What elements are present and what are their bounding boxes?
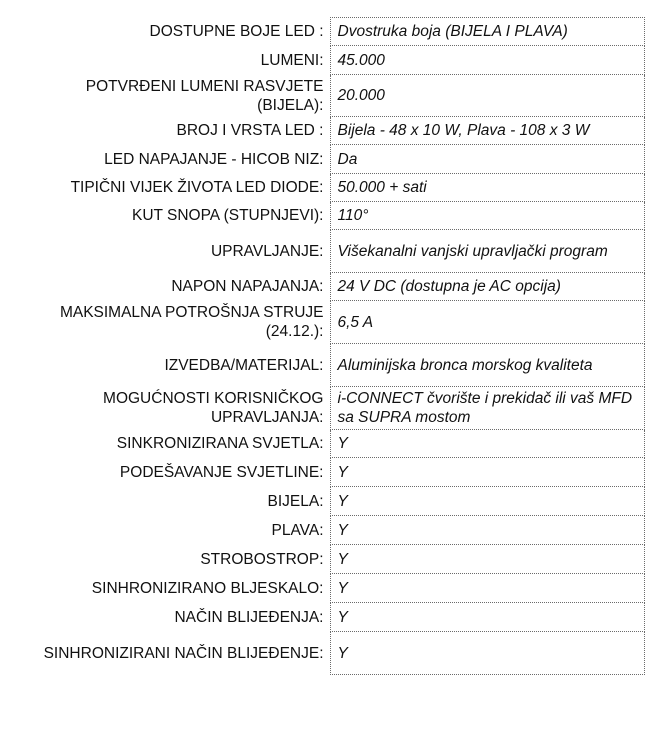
spec-label: POTVRĐENI LUMENI RASVJETE (BIJELA): <box>85 77 324 114</box>
spec-row-supply-voltage <box>30 273 644 301</box>
spec-label: PLAVA: <box>271 521 324 539</box>
spec-value: Da <box>330 145 644 174</box>
spec-value: Y <box>330 603 644 632</box>
spec-value: Y <box>330 430 644 458</box>
spec-row-led-count <box>30 117 644 145</box>
spec-value: Y <box>330 545 644 574</box>
spec-row-led-power <box>30 145 644 174</box>
spec-row-blue <box>30 516 644 545</box>
spec-table-body <box>30 18 644 675</box>
spec-label: BROJ I VRSTA LED : <box>176 122 324 139</box>
spec-row-white <box>30 487 644 516</box>
spec-label: UPRAVLJANJE: <box>210 242 324 260</box>
spec-row-synced-fade-mode <box>30 632 644 675</box>
spec-row-led-lifetime <box>30 174 644 202</box>
spec-row-material <box>30 344 644 387</box>
spec-value: Y <box>330 574 644 603</box>
spec-label: MOGUĆNOSTI KORISNIČKOG UPRAVLJANJA: <box>103 390 324 426</box>
spec-row-lumens <box>30 46 644 75</box>
spec-value: Aluminijska bronca morskog kvaliteta <box>330 344 644 387</box>
spec-label: SINHRONIZIRANO BLJESKALO: <box>91 579 324 597</box>
spec-value: 45.000 <box>330 46 644 75</box>
spec-label: PODEŠAVANJE SVJETLINE: <box>119 463 324 481</box>
spec-value: Y <box>330 487 644 516</box>
spec-value: 20.000 <box>330 75 644 117</box>
spec-label: LED NAPAJANJE - HICOB NIZ: <box>104 150 324 168</box>
spec-row-brightness <box>30 458 644 487</box>
spec-value: Bijela - 48 x 10 W, Plava - 108 x 3 W <box>330 117 644 145</box>
spec-row-control <box>30 230 644 273</box>
spec-label: NAČIN BLIJEĐENJA: <box>174 608 324 626</box>
spec-value: i-CONNECT čvorište i prekidač ili vaš MFD sa SUPRA mostom <box>330 387 644 430</box>
spec-row-user-control <box>30 387 644 430</box>
spec-row-synced-flasher <box>30 574 644 603</box>
spec-value: Dvostruka boja (BIJELA I PLAVA) <box>330 18 644 46</box>
spec-label: KUT SNOPA (STUPNJEVI): <box>132 207 324 224</box>
spec-label: NAPON NAPAJANJA: <box>171 278 324 295</box>
spec-row-strobe <box>30 545 644 574</box>
spec-value: 50.000 + sati <box>330 174 644 202</box>
spec-label: LUMENI: <box>260 51 324 69</box>
spec-row-max-current <box>30 301 644 344</box>
spec-value: 110° <box>330 202 644 230</box>
spec-label: IZVEDBA/MATERIJAL: <box>164 356 324 374</box>
spec-label: MAKSIMALNA POTROŠNJA STRUJE (24.12.): <box>59 304 324 340</box>
spec-label: BIJELA: <box>267 492 324 510</box>
spec-row-led-colors <box>30 18 644 46</box>
spec-label: SINKRONIZIRANA SVJETLA: <box>116 435 324 452</box>
spec-value: Y <box>330 632 644 675</box>
spec-row-fade-mode <box>30 603 644 632</box>
spec-value: Y <box>330 458 644 487</box>
spec-table <box>30 17 645 675</box>
spec-row-certified-lumens <box>30 75 644 117</box>
spec-label: DOSTUPNE BOJE LED : <box>149 23 324 40</box>
spec-value: 6,5 A <box>330 301 644 344</box>
spec-label: STROBOSTROP: <box>200 550 324 568</box>
spec-row-synced-lights <box>30 430 644 458</box>
spec-value: 24 V DC (dostupna je AC opcija) <box>330 273 644 301</box>
spec-label: TIPIČNI VIJEK ŽIVOTA LED DIODE: <box>70 179 324 196</box>
spec-value: Y <box>330 516 644 545</box>
spec-label: SINHRONIZIRANI NAČIN BLIJEĐENJE: <box>43 644 324 662</box>
spec-value: Višekanalni vanjski upravljački program <box>330 230 644 273</box>
spec-row-beam-angle <box>30 202 644 230</box>
